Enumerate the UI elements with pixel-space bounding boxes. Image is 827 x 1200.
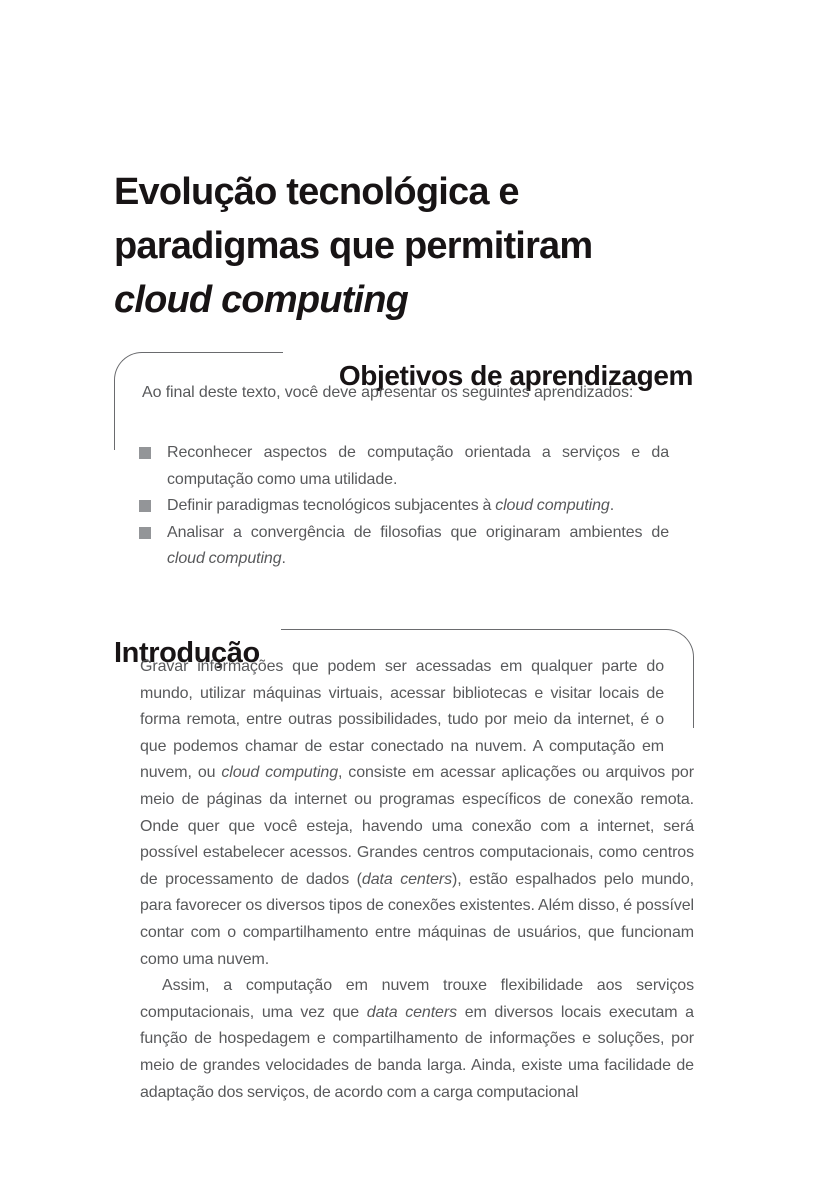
square-bullet-icon — [139, 527, 151, 539]
objective-item — [139, 493, 669, 520]
objectives-list — [139, 440, 669, 573]
objective-item — [139, 520, 669, 573]
objective-item-text: Analisar a convergência de filosofias que originaram ambientes de cloud computing. — [167, 523, 669, 568]
objective-item-text: Definir paradigmas tecnológicos subjacentes à cloud computing. — [167, 497, 615, 515]
objective-item-text: Reconhecer aspectos de computação orientada a serviços e da computação como uma utilidade. — [167, 444, 669, 488]
introduction-heading: Introdução — [114, 637, 260, 670]
border-wrap-spacer — [664, 654, 694, 758]
chapter-title — [114, 165, 592, 327]
title-line: Evolução tecnológica e — [114, 171, 519, 214]
body-paragraph: Assim, a computação em nuvem trouxe flexibilidade aos serviços computacionais, uma vez que data centers em diversos locais executam a função de hospedagem e compartilhamento de informações e soluções, por meio de grandes velocidades de banda larga. Ainda, existe uma facilidade de adaptação dos serviços, de acordo com a carga computacional — [140, 977, 694, 1101]
square-bullet-icon — [139, 447, 151, 459]
objective-item — [139, 440, 669, 493]
body-paragraph: Gravar informações que podem ser acessadas em qualquer parte do mundo, utilizar máquinas virtuais, acessar bibliotecas e visitar locais de forma remota, entre outras possibilidades, tudo por meio da internet, é o que podemos chamar de estar conectado na nuvem. A computação em nuvem, ou cloud computing, consiste em acessar aplicações ou arquivos por meio de páginas da internet ou programas específicos de conexão remota. Onde quer que você esteja, havendo uma conexão com a internet, será possível estabelecer acessos. Grandes centros computacionais, como centros de processamento de dados (data centers), estão espalhados pelo mundo, para favorecer os diversos tipos de conexões existentes. Além disso, é possível contar com o compartilhamento entre máquinas de usuários, que funcionam como uma nuvem. — [140, 658, 694, 968]
square-bullet-icon — [139, 500, 151, 512]
objectives-lead-text: Ao final deste texto, você deve apresentar os seguintes aprendizados: — [142, 384, 634, 401]
objectives-heading: Objetivos de aprendizagem — [338, 360, 693, 392]
introduction-body — [140, 654, 694, 1106]
title-line: cloud computing — [114, 279, 409, 322]
title-line: paradigmas que permitiram — [114, 225, 593, 268]
